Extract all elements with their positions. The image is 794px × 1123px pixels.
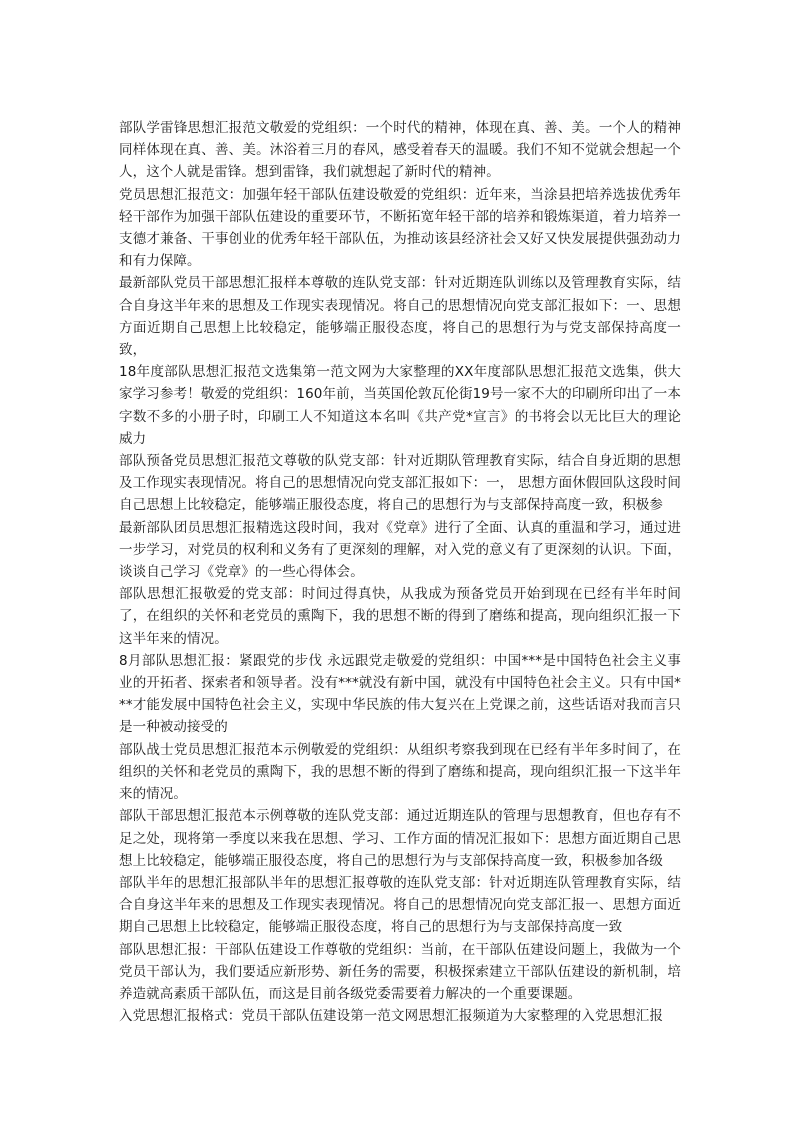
paragraph: 最新部队党员干部思想汇报样本尊敬的连队党支部：针对近期连队训练以及管理教育实际，结合自身这半年来的思想及工作现实表现情况。将自己的思想情况向党支部汇报如下：一、思想方面近期自己思想上比较稳定，能够端正服役态度，将自己的思想行为与党支部保持高度一致，	[119, 275, 681, 359]
paragraph: 部队半年的思想汇报部队半年的思想汇报尊敬的连队党支部：针对近期连队管理教育实际，结合自身这半年来的思想及工作现实表现情况。将自己的思想情况向党支部汇报一、思想方面近期自己思想上比较稳定，能够端正服役态度，将自己的思想行为与支部保持高度一致	[119, 874, 681, 936]
paragraph: 部队思想汇报：干部队伍建设工作尊敬的党组织：当前，在干部队伍建设问题上，我做为一个党员干部认为，我们要适应新形势、新任务的需要，积极探索建立干部队伍建设的新机制，培养造就高素质干部队伍，而这是目前各级党委需要着力解决的一个重要课题。	[119, 941, 681, 1002]
paragraph: 部队干部思想汇报范本示例尊敬的连队党支部：通过近期连队的管理与思想教育，但也存有不足之处，现将第一季度以来我在思想、学习、工作方面的情况汇报如下：思想方面近期自己思想上比较稳定，能够端正服役态度，将自己的思想行为与支部保持高度一致，积极参加各级	[119, 808, 681, 869]
paragraph: 部队战士党员思想汇报范本示例敬爱的党组织：从组织考察我到现在已经有半年多时间了，在组织的关怀和老党员的熏陶下，我的思想不断的得到了磨练和提高，现向组织汇报一下这半年来的情况。	[119, 741, 681, 803]
paragraph: 党员思想汇报范文：加强年轻干部队伍建设敬爱的党组织：近年来，当涂县把培养选拔优秀年轻干部作为加强干部队伍建设的重要环节，不断拓宽年轻干部的培养和锻炼渠道，着力培养一支德才兼备、干事创业的优秀年轻干部队伍，为推动该县经济社会又好又快发展提供强劲动力和有力保障。	[119, 186, 681, 270]
paragraph: 部队学雷锋思想汇报范文敬爱的党组织：一个时代的精神，体现在真、善、美。一个人的精神同样体现在真、善、美。沐浴着三月的春风，感受着春天的温暖。我们不知不觉就会想起一个人，这个人就是雷锋。想到雷锋，我们就想起了新时代的精神。	[119, 120, 681, 181]
paragraph: 18年度部队思想汇报范文选集第一范文网为大家整理的XX年度部队思想汇报范文选集，供大家学习参考！敬爱的党组织：160年前，当英国伦敦瓦伦街19号一家不大的印刷所印出了一本字数不多的小册子时，印刷工人不知道这本名叫《共产党*宣言》的书将会以无比巨大的理论威力	[119, 364, 681, 447]
paragraph: 8月部队思想汇报：紧跟党的步伐 永远跟党走敬爱的党组织：中国***是中国特色社会主义事业的开拓者、探索者和领导者。没有***就没有新中国，就没有中国特色社会主义。只有中国***才能发展中国特色社会主义，实现中华民族的伟大复兴在上党课之前，这些话语对我而言只是一种被动接受的	[119, 652, 681, 736]
document-body	[119, 117, 681, 1027]
paragraph: 部队预备党员思想汇报范文尊敬的队党支部：针对近期队管理教育实际，结合自身近期的思想及工作现实表现情况。将自己的思想情况向党支部汇报如下：一， 思想方面休假回队这段时间自己思想上比较稳定，能够端正服役态度，将自己的思想行为与支部保持高度一致，积极参	[119, 453, 681, 514]
paragraph: 入党思想汇报格式：党员干部队伍建设第一范文网思想汇报频道为大家整理的入党思想汇报	[119, 1008, 663, 1025]
paragraph: 部队思想汇报敬爱的党支部：时间过得真快，从我成为预备党员开始到现在已经有半年时间了，在组织的关怀和老党员的熏陶下，我的思想不断的得到了磨练和提高，现向组织汇报一下这半年来的情况。	[119, 586, 681, 647]
paragraph: 最新部队团员思想汇报精选这段时间，我对《党章》进行了全面、认真的重温和学习，通过进一步学习，对党员的权利和义务有了更深刻的理解，对入党的意义有了更深刻的认识。下面，谈谈自己学习《党章》的一些心得体会。	[119, 519, 681, 581]
